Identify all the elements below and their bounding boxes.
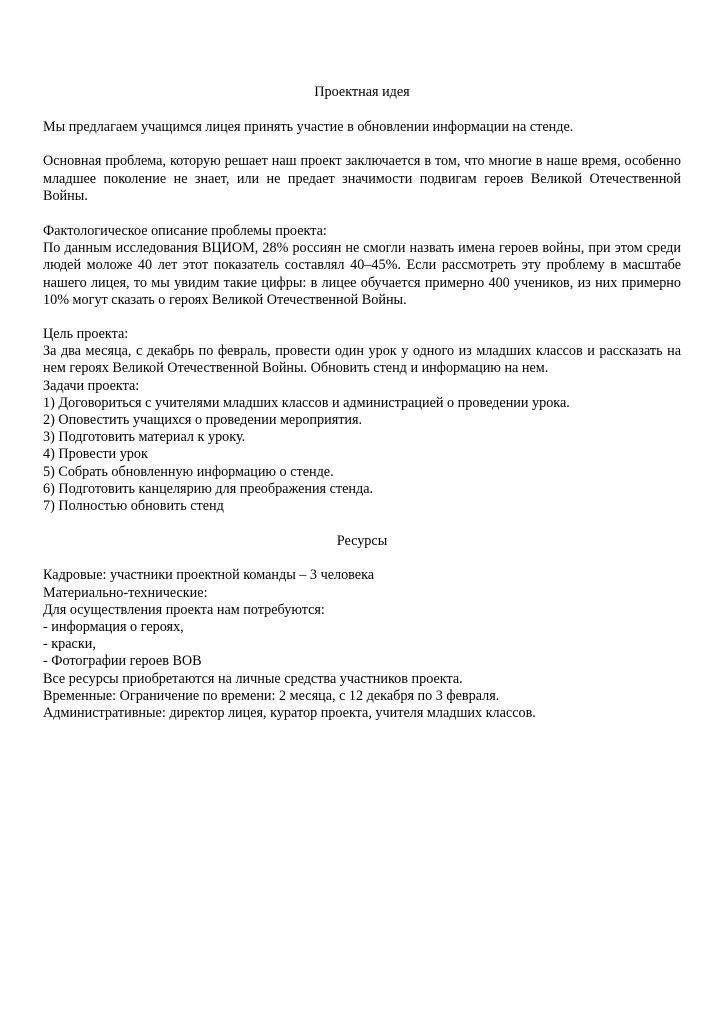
resource-line: - информация о героях, [43,619,184,636]
intro-paragraph: Мы предлагаем учащимся лицея принять участие в обновлении информации на стенде. [43,119,574,136]
goal-paragraph: За два месяца, с декабрь по февраль, провести один урок у одного из младших классов и рассказать на нем героях Великой Отечественной Войны. Обновить стенд и информацию на нем. [43,343,681,377]
resource-line: Для осуществления проекта нам потребуются: [43,601,325,618]
page-title: Проектная идея [314,84,410,100]
resource-line: Временные: Ограничение по времени: 2 месяца, с 12 декабря по 3 февраля. [43,687,500,704]
resources-section [43,567,681,722]
document-content [43,84,681,722]
resource-line: - Фотографии героев ВОВ [43,653,202,670]
task-item: 1) Договориться с учителями младших классов и администрацией о проведении урока. [43,394,570,411]
resource-line: Кадровые: участники проектной команды – 3 человека [43,567,375,584]
resource-line: Административные: директор лицея, куратор проекта, учителя младших классов. [43,705,536,722]
task-item: 5) Собрать обновленную информацию о стенде. [43,463,334,480]
task-item: 6) Подготовить канцелярию для преображения стенда. [43,480,374,497]
task-item: 2) Оповестить учащихся о проведении мероприятия. [43,412,363,429]
problem-paragraph: Основная проблема, которую решает наш проект заключается в том, что многие в наше время, особенно младшее поколение не знает, или не предает значимости подвигам героев Великой Отечественной Войны. [43,153,681,204]
task-item: 4) Провести урок [43,446,148,463]
facts-heading: Фактологическое описание проблемы проекта: [43,223,327,240]
goal-heading: Цель проекта: [43,326,129,343]
task-item: 3) Подготовить материал к уроку. [43,429,246,446]
resource-line: Все ресурсы приобретаются на личные средства участников проекта. [43,670,463,687]
facts-paragraph: По данным исследования ВЦИОМ, 28% россиян не смогли назвать имена героев войны, при этом среди людей моложе 40 лет этот показатель составлял 40–45%. Если рассмотреть эту проблему в масштабе нашего лицея, то мы увидим такие цифры: в лицее обучается примерно 400 учеников, из них примерно 10% могут сказать о героях Великой Отечественной Войны. [43,240,681,308]
tasks-list [43,395,681,515]
resource-line: Материально-технические: [43,584,208,601]
goal-section [43,326,681,515]
resources-title: Ресурсы [336,533,388,550]
resource-line: - краски, [43,636,96,653]
task-item: 7) Полностью обновить стенд [43,498,224,515]
tasks-heading: Задачи проекта: [43,377,140,394]
facts-section [43,223,681,309]
